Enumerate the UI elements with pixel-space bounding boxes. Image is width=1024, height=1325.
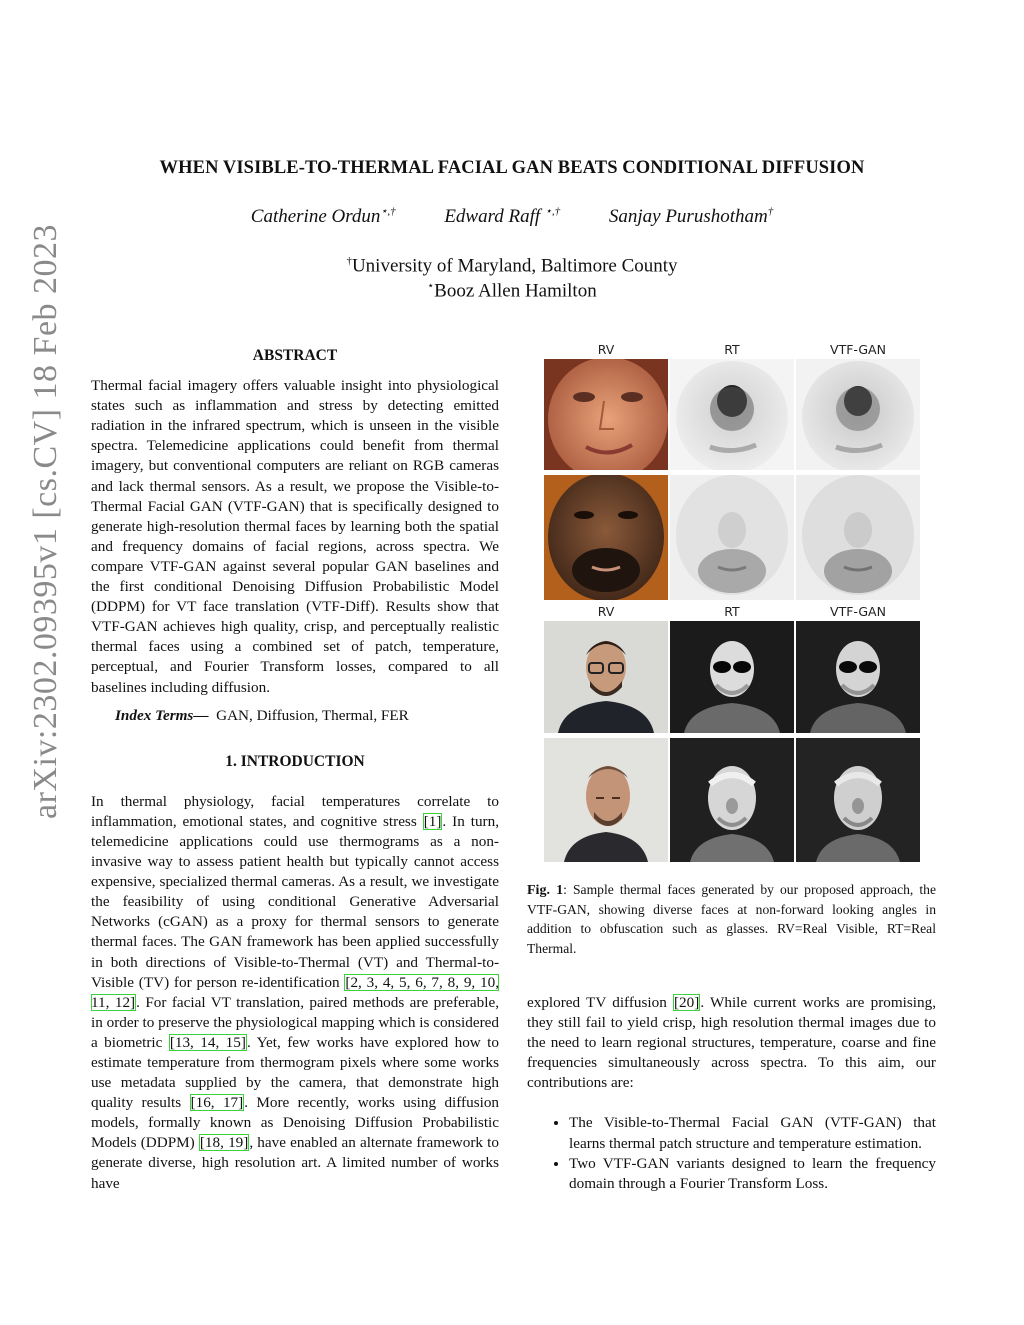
face-generated-image	[796, 359, 920, 470]
citation-link[interactable]: [13, 14, 15]	[169, 1033, 246, 1051]
face-generated-image	[796, 738, 920, 862]
arxiv-side-stamp: arXiv:2302.09395v1 [cs.CV] 18 Feb 2023	[27, 223, 64, 819]
contribution-list	[527, 1113, 936, 1193]
list-item: • The Visible-to-Thermal Facial GAN (VTF-GAN) that learns thermal patch structure and temperature estimation.	[569, 1113, 936, 1153]
citation-link[interactable]: [16, 17]	[190, 1094, 244, 1112]
face-visible-image	[544, 475, 668, 600]
abstract-heading: ABSTRACT	[252, 347, 338, 364]
author-list	[0, 205, 1024, 228]
face-visible-image	[544, 738, 668, 862]
author: Catherine Ordun⋆,†	[250, 206, 396, 228]
figure-caption: Fig. 1: Sample thermal faces generated by our proposed approach, the VTF-GAN, showing diverse faces at non-forward looking angles in addition to obfuscation such as glasses. RV=Real Visible, RT=Real Thermal.	[527, 882, 936, 956]
face-generated-image	[796, 621, 920, 733]
figure-label: RV	[597, 342, 615, 357]
face-generated-image	[796, 475, 920, 600]
intro-heading: 1. INTRODUCTION	[225, 752, 365, 770]
figure-label: RV	[597, 604, 615, 619]
right-paragraph: explored TV diffusion [20]. While current works are promising, they still fail to yield crisp, high resolution thermal images due to the need to learn regional structures, temperature, coarse and fine frequencies simultaneously across spectra. To this aim, our contributions are:	[527, 994, 936, 1092]
face-visible-image	[544, 359, 668, 470]
abstract-text: Thermal facial imagery offers valuable insight into physiological states such as inflammation and stress by detecting emitted radiation in the infrared spectrum, which is unseen in the visible spectra. Telemedicine applications could benefit from thermal imagery, but conventional computers are reliant on RGB cameras and lack thermal sensors. As a result, we propose the Visible-to-Thermal Facial GAN (VTF-GAN) that is specifically designed to generate high-resolution thermal faces by learning both the spatial and frequency domains of facial regions, across spectra. We compare VTF-GAN against several popular GAN baselines and the first conditional Denoising Diffusion Probabilistic Model (DDPM) for VT face translation (VTF-Diff). Results show that VTF-GAN achieves high quality, crisp, and perceptually realistic thermal faces using a combined set of patch, temperature, perceptual, and Fourier Transform losses, compared to all baselines including diffusion.	[91, 377, 499, 696]
face-thermal-image	[670, 475, 794, 600]
citation-link[interactable]: [18, 19]	[199, 1134, 249, 1152]
left-column	[91, 346, 499, 1194]
figure-label: VTF-GAN	[830, 604, 886, 619]
citation-link[interactable]: [2, 3, 4, 5, 6, 7, 8, 9, 10, 11, 12]	[91, 973, 499, 1011]
author: Sanjay Purushotham†	[608, 206, 774, 228]
citation-link[interactable]: [1]	[423, 812, 442, 830]
face-thermal-image	[670, 359, 794, 470]
intro-paragraph: In thermal physiology, facial temperatures correlate to inflammation, emotional states, and cognitive stress [1]. In turn, telemedicine applications could use thermograms as a non-invasive way to assess patient health but typically cannot access expensive, specialized thermal cameras. As a result, we investigate the feasibility of using conditional Generative Adversarial Networks (cGAN) as a proxy for thermal sensors to generate thermal faces. The GAN framework has been applied successfully in both directions of Visible-to-Thermal (VT) and Thermal-to-Visible (TV) for person re-identification [2, 3, 4, 5, 6, 7, 8, 9, 10, 11, 12]. For facial VT translation, paired methods are preferable, in order to preserve the physiological mapping which is considered a biometric [13, 14, 15]. Yet, few works have explored how to estimate temperature from thermogram pixels where some works use metadata supplied by the camera, that demonstrate high quality results [16, 17]. More recently, works using diffusion models, formally known as Denoising Diffusion Probabilistic Models (DDPM) [18, 19], have enabled an alternate framework to generate diverse, high resolution art. A limited number of works have	[91, 792, 500, 1192]
right-column	[527, 993, 936, 1194]
list-item: • Two VTF-GAN variants designed to learn the frequency domain through a Fourier Transform Loss.	[569, 1154, 936, 1194]
author: Edward Raff ⋆,†	[444, 206, 561, 228]
citation-link[interactable]: [20]	[674, 994, 700, 1011]
figure-label: RT	[724, 342, 740, 357]
paper-title: WHEN VISIBLE-TO-THERMAL FACIAL GAN BEATS CONDITIONAL DIFFUSION	[159, 158, 865, 178]
figure-label: VTF-GAN	[830, 342, 886, 357]
index-terms: Index Terms— GAN, Diffusion, Thermal, FER	[115, 706, 409, 724]
face-visible-image	[544, 621, 668, 733]
affiliation: †University of Maryland, Baltimore County	[346, 255, 678, 277]
affiliation: ⋆Booz Allen Hamilton	[427, 280, 597, 302]
figure-1	[544, 342, 922, 864]
face-thermal-image	[670, 621, 794, 733]
face-thermal-image	[670, 738, 794, 862]
figure-label: RT	[724, 604, 740, 619]
